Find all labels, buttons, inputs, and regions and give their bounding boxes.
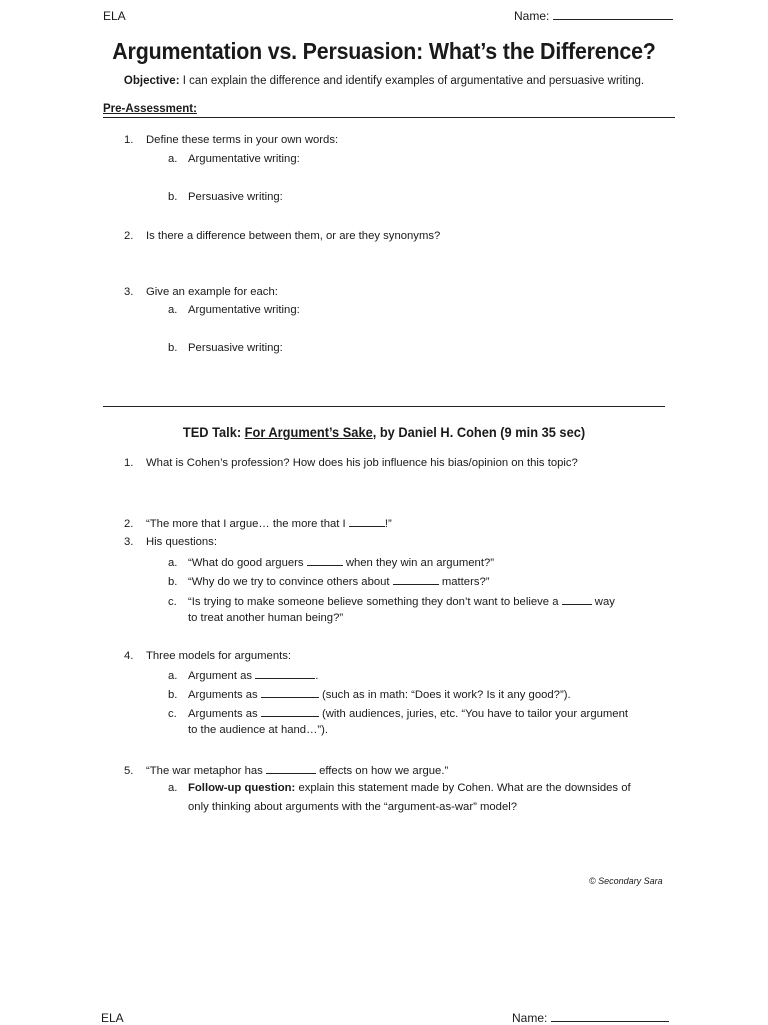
pre-q3-a-text: Argumentative writing: — [188, 304, 300, 316]
pre-q3-text: Give an example for each: — [146, 286, 278, 298]
ted-q4-b — [168, 687, 571, 701]
ted-q5-text-a: “The war metaphor has — [146, 765, 266, 777]
ted-q3-a-label: a. — [168, 557, 178, 569]
ted-q4-c-cont: to the audience at hand…”). — [188, 724, 329, 736]
subject-label: ELA — [103, 9, 126, 23]
pre-q1-a — [168, 153, 300, 165]
pre-q1-a-label: a. — [168, 153, 178, 165]
ted-q2-number: 2. — [124, 518, 134, 530]
copyright-text: © Secondary Sara — [589, 876, 663, 886]
ted-q4-a-pre: Argument as — [188, 670, 256, 682]
pre-q3-number: 3. — [124, 286, 134, 298]
ted-talk-title: For Argument’s Sake — [244, 425, 373, 440]
ted-q3-a-blank — [307, 555, 343, 566]
name-field — [514, 9, 673, 23]
ted-q3-b-pre: “Why do we try to convince others about — [188, 576, 393, 588]
ted-q4-b-blank — [261, 687, 319, 698]
ted-q4-c-pre: Arguments as — [188, 708, 261, 720]
ted-q2-text-b: !” — [384, 518, 392, 530]
pre-q1-b — [168, 191, 283, 203]
ted-q2-text-a: “The more that I argue… the more that I — [146, 518, 349, 530]
ted-q5-a-text: explain this statement made by Cohen. What are the downsides of — [295, 782, 631, 794]
section-divider — [103, 406, 665, 407]
ted-q4-b-post: (such as in math: “Does it work? Is it any good?”). — [318, 689, 571, 701]
pre-q1-b-text: Persuasive writing: — [188, 191, 283, 203]
ted-q2-blank — [349, 516, 385, 527]
ted-q3-a-post: when they win an argument?” — [342, 557, 495, 569]
pre-q1-a-text: Argumentative writing: — [188, 153, 300, 165]
pre-q1-number: 1. — [124, 134, 134, 146]
ted-heading-prefix: TED Talk: — [182, 425, 245, 440]
ted-q3-b-blank — [393, 574, 439, 585]
ted-q3-c-blank — [562, 594, 592, 605]
footer-name-field — [512, 1011, 669, 1025]
pre-q2-text: Is there a difference between them, or are they synonyms? — [146, 230, 441, 242]
ted-q3-a — [168, 555, 494, 569]
ted-q4-c-label: c. — [168, 708, 177, 720]
ted-q4-a-label: a. — [168, 670, 178, 682]
objective-label: Objective: — [123, 75, 180, 87]
pre-q3-b — [168, 342, 283, 354]
ted-q5-number: 5. — [124, 765, 134, 777]
ted-q5-a-cont: only thinking about arguments with the “argument-as-war” model? — [188, 801, 518, 813]
ted-q4-c-post: (with audiences, juries, etc. “You have to tailor your argument — [318, 708, 628, 720]
name-blank — [553, 9, 673, 20]
ted-q2 — [124, 516, 392, 530]
pre-q2 — [124, 230, 440, 242]
ted-q4-a — [168, 668, 318, 682]
footer-name-label: Name: — [512, 1011, 548, 1025]
ted-q1-text: What is Cohen’s profession? How does his job influence his bias/opinion on this topic? — [146, 457, 578, 469]
ted-q1 — [124, 457, 578, 469]
ted-q5-blank — [266, 763, 316, 774]
ted-q3-text: His questions: — [146, 536, 217, 548]
ted-q3 — [124, 536, 217, 548]
page-title: Argumentation vs. Persuasion: What’s the Difference? — [112, 38, 656, 64]
pre-q3-b-label: b. — [168, 342, 178, 354]
pre-q1 — [124, 134, 338, 146]
pre-q3-a — [168, 304, 300, 316]
ted-q3-b-label: b. — [168, 576, 178, 588]
ted-q3-b-post: matters?” — [438, 576, 490, 588]
ted-q4-a-blank — [255, 668, 315, 679]
ted-q3-c-label: c. — [168, 596, 177, 608]
ted-q4-text: Three models for arguments: — [146, 650, 292, 662]
pre-assessment-rule — [103, 117, 675, 118]
ted-q4-b-pre: Arguments as — [188, 689, 261, 701]
pre-q2-number: 2. — [124, 230, 134, 242]
objective-text: I can explain the difference and identify examples of argumentative and persuasive writing. — [179, 75, 645, 87]
pre-q1-b-label: b. — [168, 191, 178, 203]
footer-subject-label: ELA — [101, 1011, 124, 1025]
ted-q5-a-label: a. — [168, 782, 178, 794]
ted-q4-c-blank — [261, 706, 319, 717]
ted-q4 — [124, 650, 291, 662]
ted-q4-c — [168, 706, 628, 720]
ted-q3-a-pre: “What do good arguers — [188, 557, 307, 569]
ted-heading — [19, 425, 749, 440]
pre-q3-a-label: a. — [168, 304, 178, 316]
ted-q3-c — [168, 594, 615, 608]
ted-q3-c-cont: to treat another human being?” — [188, 612, 344, 624]
pre-q3-b-text: Persuasive writing: — [188, 342, 283, 354]
ted-heading-suffix: , by Daniel H. Cohen (9 min 35 sec) — [372, 425, 586, 440]
ted-q3-b — [168, 574, 490, 588]
ted-q1-number: 1. — [124, 457, 134, 469]
ted-q3-c-pre: “Is trying to make someone believe something they don’t want to believe a — [188, 596, 562, 608]
ted-q4-number: 4. — [124, 650, 134, 662]
ted-q5-a-bold: Follow-up question: — [188, 782, 296, 794]
pre-assessment-heading: Pre-Assessment: — [103, 103, 197, 115]
pre-q3 — [124, 286, 278, 298]
name-label: Name: — [514, 9, 550, 23]
pre-q1-text: Define these terms in your own words: — [146, 134, 339, 146]
ted-q3-c-post: way — [591, 596, 615, 608]
ted-q4-b-label: b. — [168, 689, 178, 701]
ted-q3-number: 3. — [124, 536, 134, 548]
ted-q5-a — [168, 782, 631, 794]
objective — [0, 75, 768, 87]
ted-q5-text-b: effects on how we argue.” — [315, 765, 449, 777]
ted-q4-a-post: . — [315, 670, 319, 682]
ted-q5 — [124, 763, 448, 777]
footer-name-blank — [551, 1011, 669, 1022]
